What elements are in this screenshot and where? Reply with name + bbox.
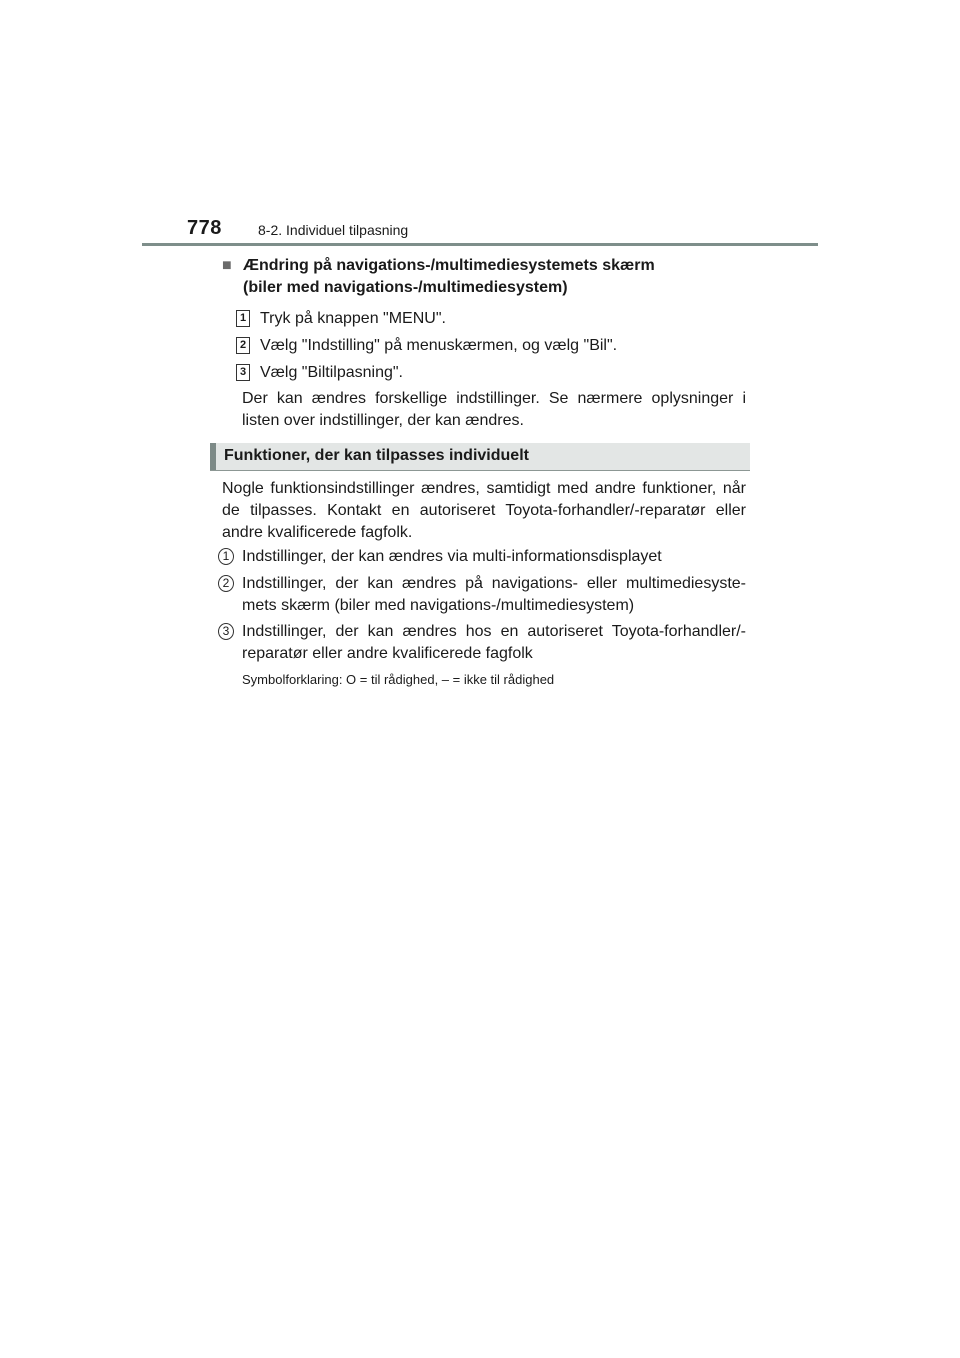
section-title: 8-2. Individuel tilpasning	[258, 222, 409, 238]
intro-paragraph: Der kan ændres forskellige indstillinger. Se nærmere oplysninger i listen over indstillinger, der kan ændres.	[242, 390, 746, 429]
heading-line-1: Ændring på navigations-/multimediesystemets skærm	[243, 257, 655, 274]
step-text: Vælg "Indstilling" på menuskærmen, og vælg "Bil".	[260, 337, 618, 354]
step-text: Tryk på knappen "MENU".	[260, 310, 446, 327]
circled-number: 3	[218, 623, 234, 640]
feature-paragraph: Nogle funktionsindstillinger ændres, samtidigt med andre funktioner, når de tilpasses. Kontakt en autoriseret Toyota-forhandler/-reparatør eller andre kvalificerede fagfolk.	[222, 480, 746, 541]
legend-item-text: Indstillinger, der kan ændres på navigations- eller multimediesyste-mets skærm (biler med navigations-/multimediesystem)	[242, 575, 746, 614]
header-accent-bar	[210, 443, 216, 470]
step-number-box: 3	[236, 364, 250, 381]
circled-number: 2	[218, 575, 234, 592]
header-rule	[142, 243, 818, 246]
legend-item-text: Indstillinger, der kan ændres hos en autoriseret Toyota-forhandler/-reparatør eller andre kvalificerede fagfolk	[242, 623, 746, 662]
step-number-box: 2	[236, 337, 250, 354]
feature-section-header	[210, 443, 750, 471]
feature-section-title: Funktioner, der kan tilpasses individuelt	[224, 447, 529, 464]
step-text: Vælg "Biltilpasning".	[260, 364, 403, 381]
page-number: 778	[187, 217, 222, 239]
circled-number: 1	[218, 548, 234, 565]
legend-item-text: Indstillinger, der kan ændres via multi-informationsdisplayet	[242, 548, 662, 565]
step-number-box: 1	[236, 310, 250, 327]
symbol-legend: Symbolforklaring: O = til rådighed, – = ikke til rådighed	[242, 672, 555, 687]
heading-line-2: (biler med navigations-/multimediesystem)	[243, 279, 568, 296]
square-bullet-icon: ■	[222, 257, 232, 274]
